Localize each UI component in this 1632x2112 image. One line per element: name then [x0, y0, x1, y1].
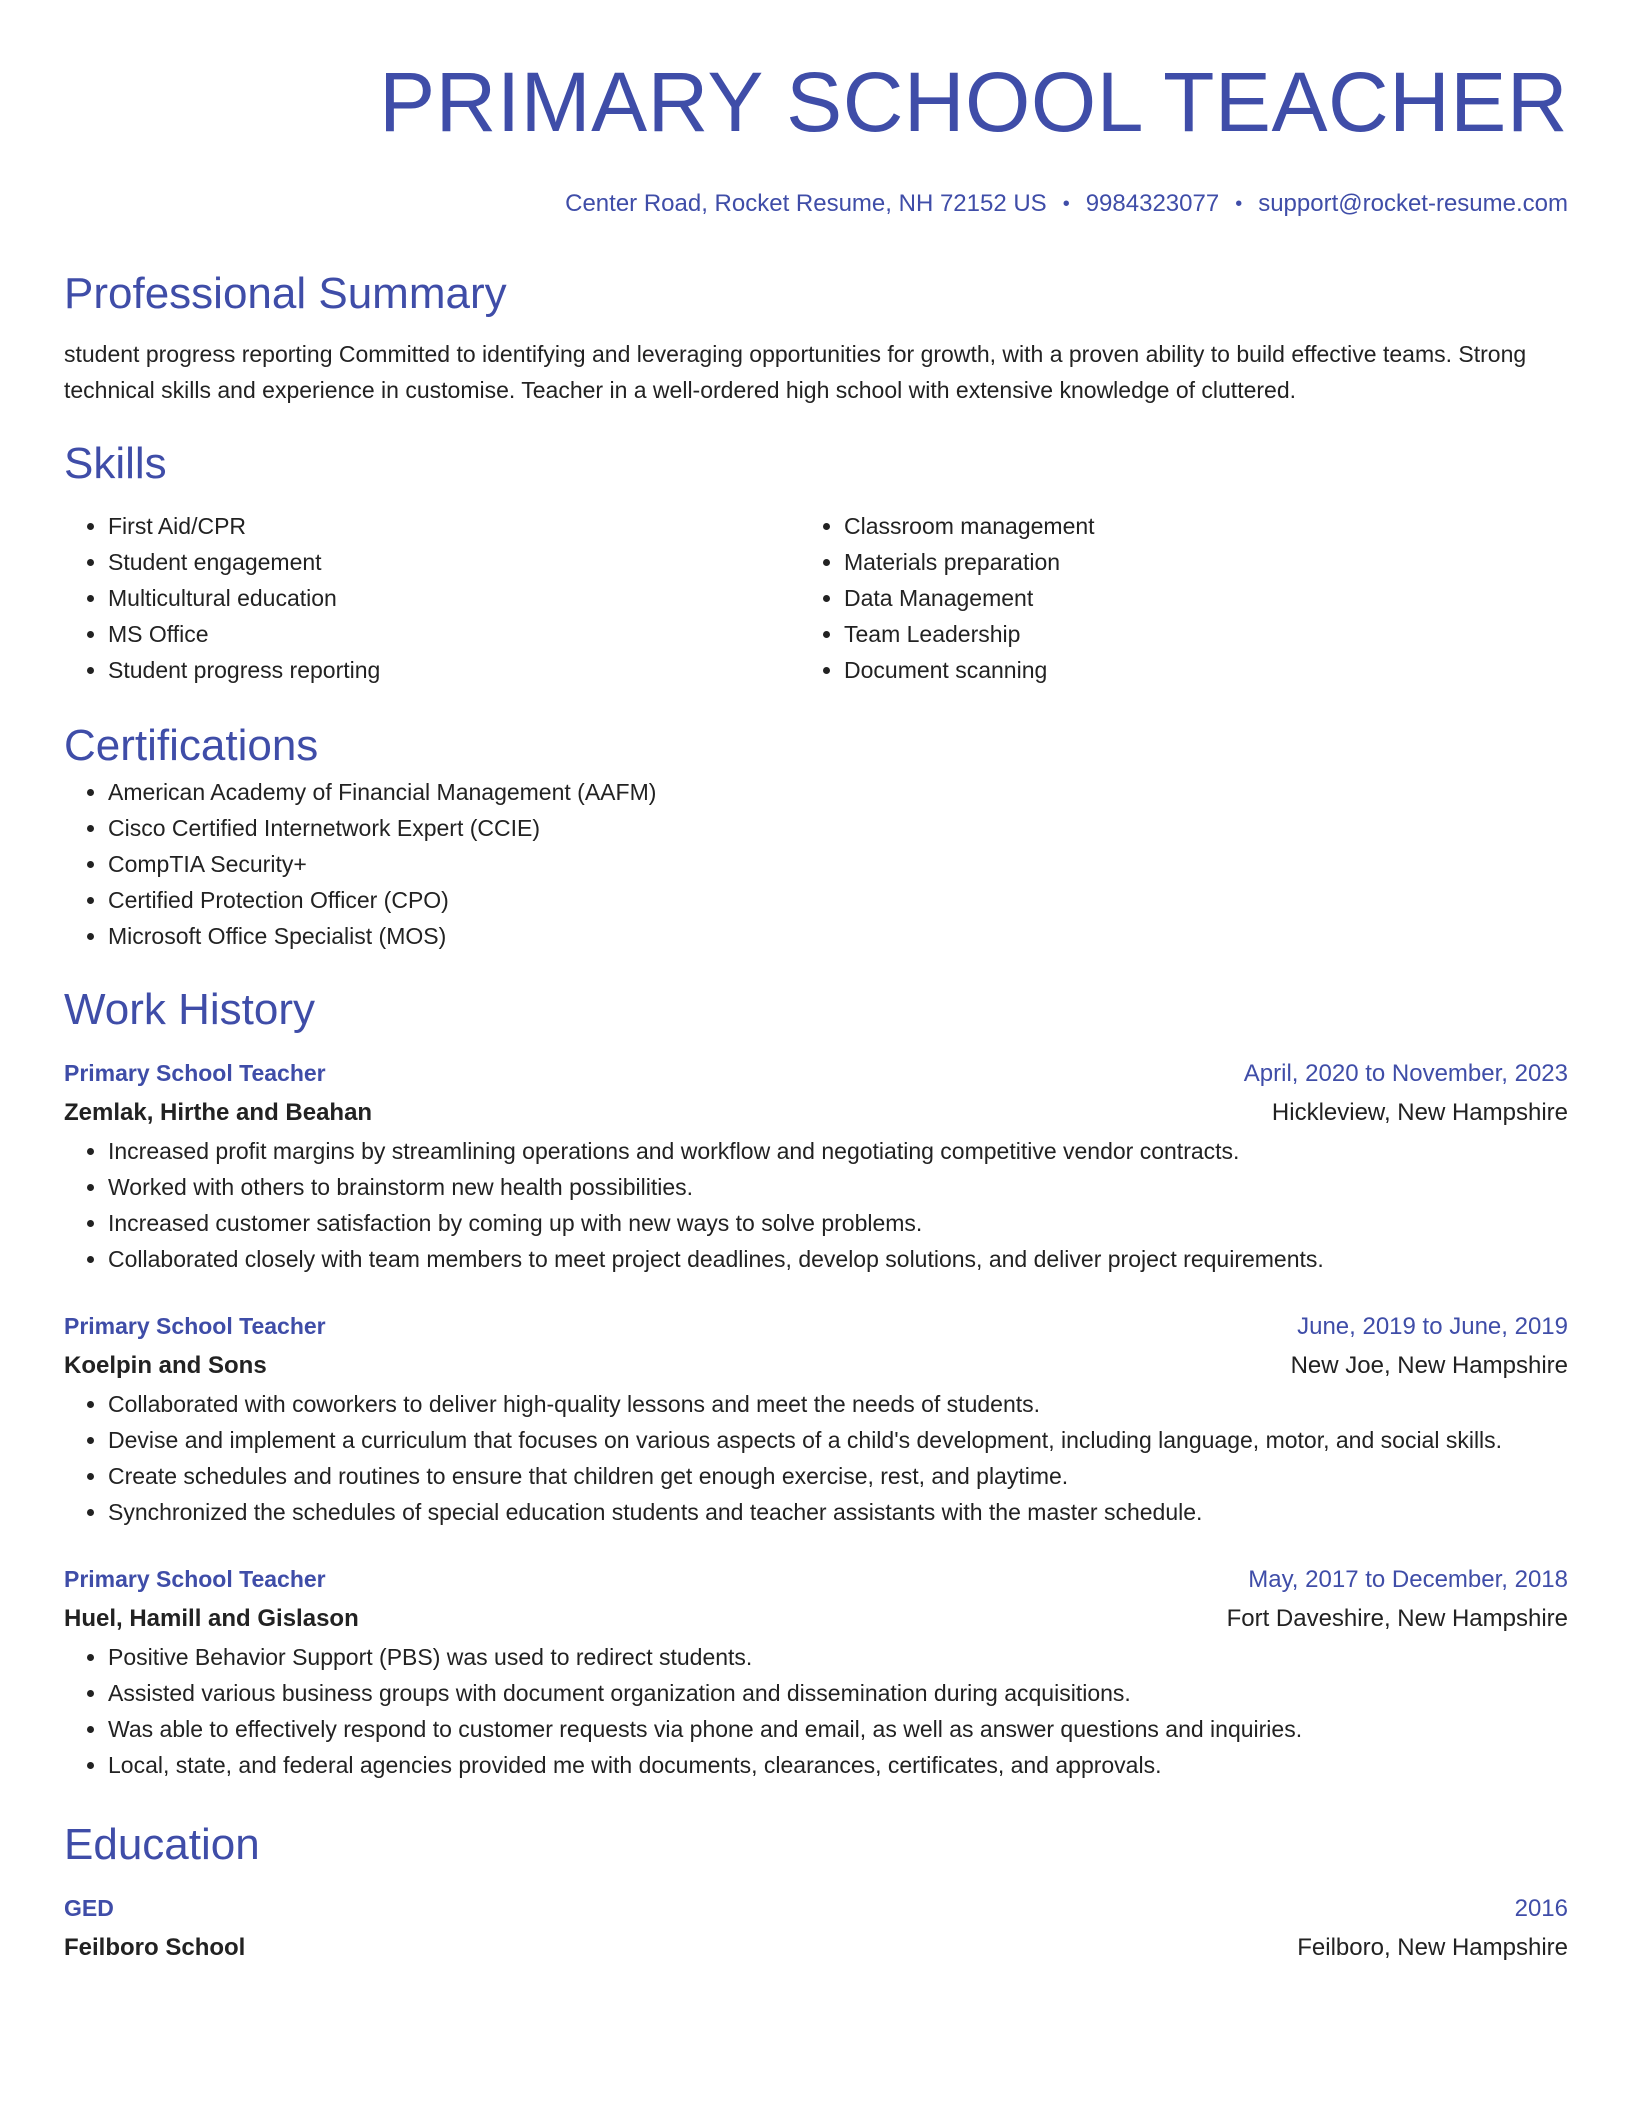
- job-bullet: • Synchronized the schedules of special education students and teacher assistants with the master schedule.: [108, 1494, 1568, 1530]
- job-bullet: • Collaborated with coworkers to deliver high-quality lessons and meet the needs of students.: [108, 1386, 1568, 1422]
- job-company-row: [64, 1093, 1568, 1133]
- skill-item: • Data Management: [844, 580, 1568, 616]
- certifications-list: [64, 774, 1568, 954]
- contact-separator: •: [1235, 193, 1243, 215]
- job-title: Primary School Teacher: [64, 1060, 326, 1086]
- education-degree-row: [64, 1889, 1568, 1928]
- certifications-heading: Certifications: [64, 721, 319, 770]
- job-bullet: • Was able to effectively respond to customer requests via phone and email, as well as answer questions and inquiries.: [108, 1711, 1568, 1747]
- summary-heading: Professional Summary: [64, 269, 507, 318]
- job-bullet: • Devise and implement a curriculum that focuses on various aspects of a child's development, including language, motor, and social skills.: [108, 1422, 1568, 1458]
- summary-text: student progress reporting Committed to identifying and leveraging opportunities for growth, with a proven ability to build effective teams. Strong technical skills and experience in customise. Teacher in a well-ordered high school with extensive knowledge of cluttered.: [64, 341, 1527, 403]
- skills-grid: [64, 508, 1568, 688]
- job-title-row: [64, 1307, 1568, 1346]
- job-dates: May, 2017 to December, 2018: [1248, 1566, 1568, 1593]
- job-location: Hickleview, New Hampshire: [1271, 1099, 1568, 1126]
- job-location: New Joe, New Hampshire: [1290, 1352, 1568, 1379]
- job-dates: June, 2019 to June, 2019: [1297, 1313, 1568, 1340]
- contact-phone: 9984323077: [1085, 190, 1220, 217]
- job-bullet: • Increased profit margins by streamlining operations and workflow and negotiating competitive vendor contracts.: [108, 1133, 1568, 1169]
- skills-list-right: [800, 508, 1568, 688]
- resume-header: [64, 52, 1568, 220]
- job-title: Primary School Teacher: [64, 1313, 326, 1339]
- job-company-row: [64, 1346, 1568, 1386]
- skill-item: • Document scanning: [844, 652, 1568, 688]
- job-dates: April, 2020 to November, 2023: [1243, 1060, 1568, 1087]
- job-bullet: • Worked with others to brainstorm new health possibilities.: [108, 1169, 1568, 1205]
- job-bullet-list: [64, 1639, 1568, 1783]
- job-bullet: • Positive Behavior Support (PBS) was used to redirect students.: [108, 1639, 1568, 1675]
- education-year: 2016: [1514, 1895, 1568, 1922]
- skill-item: • Team Leadership: [844, 616, 1568, 652]
- education-school-row: [64, 1928, 1568, 1968]
- skill-item: • MS Office: [108, 616, 800, 652]
- skill-item: • Student engagement: [108, 544, 800, 580]
- skills-heading: Skills: [64, 439, 167, 488]
- skill-item: • Student progress reporting: [108, 652, 800, 688]
- certification-item: • Microsoft Office Specialist (MOS): [108, 918, 1568, 954]
- contact-address: Center Road, Rocket Resume, NH 72152 US: [565, 190, 1047, 217]
- job-bullet: • Collaborated closely with team members to meet project deadlines, develop solutions, and deliver project requirements.: [108, 1241, 1568, 1277]
- job-title-row: [64, 1560, 1568, 1599]
- skill-item: • First Aid/CPR: [108, 508, 800, 544]
- resume-name: PRIMARY SCHOOL TEACHER: [379, 55, 1568, 149]
- education-degree: GED: [64, 1895, 114, 1921]
- education-heading: Education: [64, 1820, 260, 1869]
- skill-item: • Classroom management: [844, 508, 1568, 544]
- job-entry: [64, 1054, 1568, 1277]
- job-company: Koelpin and Sons: [64, 1352, 267, 1379]
- job-bullet: • Local, state, and federal agencies provided me with documents, clearances, certificates, and approvals.: [108, 1747, 1568, 1783]
- job-title: Primary School Teacher: [64, 1566, 326, 1592]
- education-entry: [64, 1889, 1568, 1968]
- contact-separator: •: [1062, 193, 1070, 215]
- skills-list-left: [64, 508, 800, 688]
- work-history-heading: Work History: [64, 985, 315, 1034]
- job-company: Huel, Hamill and Gislason: [64, 1605, 359, 1632]
- job-bullet-list: [64, 1133, 1568, 1277]
- job-title-row: [64, 1054, 1568, 1093]
- job-company-row: [64, 1599, 1568, 1639]
- contact-line: [64, 188, 1568, 220]
- job-bullet: • Increased customer satisfaction by coming up with new ways to solve problems.: [108, 1205, 1568, 1241]
- certification-item: • CompTIA Security+: [108, 846, 1568, 882]
- job-bullet-list: [64, 1386, 1568, 1530]
- job-bullet: • Assisted various business groups with document organization and dissemination during acquisitions.: [108, 1675, 1568, 1711]
- certification-item: • Cisco Certified Internetwork Expert (CCIE): [108, 810, 1568, 846]
- job-company: Zemlak, Hirthe and Beahan: [64, 1099, 373, 1126]
- job-bullet: • Create schedules and routines to ensure that children get enough exercise, rest, and playtime.: [108, 1458, 1568, 1494]
- job-entry: [64, 1307, 1568, 1530]
- skill-item: • Materials preparation: [844, 544, 1568, 580]
- certification-item: • American Academy of Financial Management (AAFM): [108, 774, 1568, 810]
- certification-item: • Certified Protection Officer (CPO): [108, 882, 1568, 918]
- education-school: Feilboro School: [64, 1934, 246, 1961]
- contact-email: support@rocket-resume.com: [1258, 190, 1568, 217]
- education-location: Feilboro, New Hampshire: [1297, 1934, 1568, 1961]
- job-location: Fort Daveshire, New Hampshire: [1226, 1605, 1568, 1632]
- skill-item: • Multicultural education: [108, 580, 800, 616]
- job-entry: [64, 1560, 1568, 1783]
